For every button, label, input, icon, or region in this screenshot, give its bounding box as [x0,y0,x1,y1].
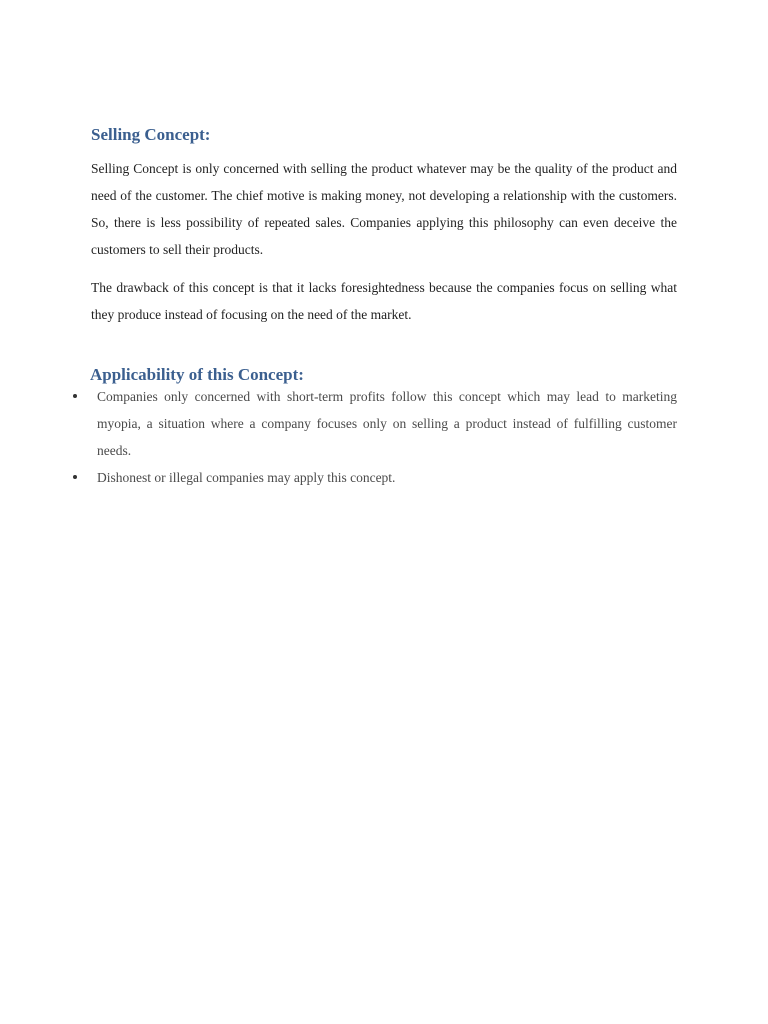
paragraph-selling-concept-definition: Selling Concept is only concerned with selling the product whatever may be the quality of the product and need of the customer. The chief motive is making money, not developing a relationship with the customers. So, there is less possibility of repeated sales. Companies applying this philosophy can even deceive the customers to sell their products. [91,161,677,257]
list-item-text: Dishonest or illegal companies may apply this concept. [97,470,396,485]
list-item [70,464,677,491]
section-heading-selling-concept: Selling Concept: [91,125,211,144]
bullet-icon [73,394,77,398]
bullet-icon [73,475,77,479]
section-heading-applicability: Applicability of this Concept: [90,365,304,384]
paragraph-selling-concept-drawback: The drawback of this concept is that it lacks foresightedness because the companies focus on selling what they produce instead of focusing on the need of the market. [91,280,677,322]
applicability-bullet-list [70,383,677,491]
list-item [70,383,677,464]
list-item-text: Companies only concerned with short-term profits follow this concept which may lead to marketing myopia, a situation where a company focuses only on selling a product instead of fulfilling customer needs. [97,389,677,458]
